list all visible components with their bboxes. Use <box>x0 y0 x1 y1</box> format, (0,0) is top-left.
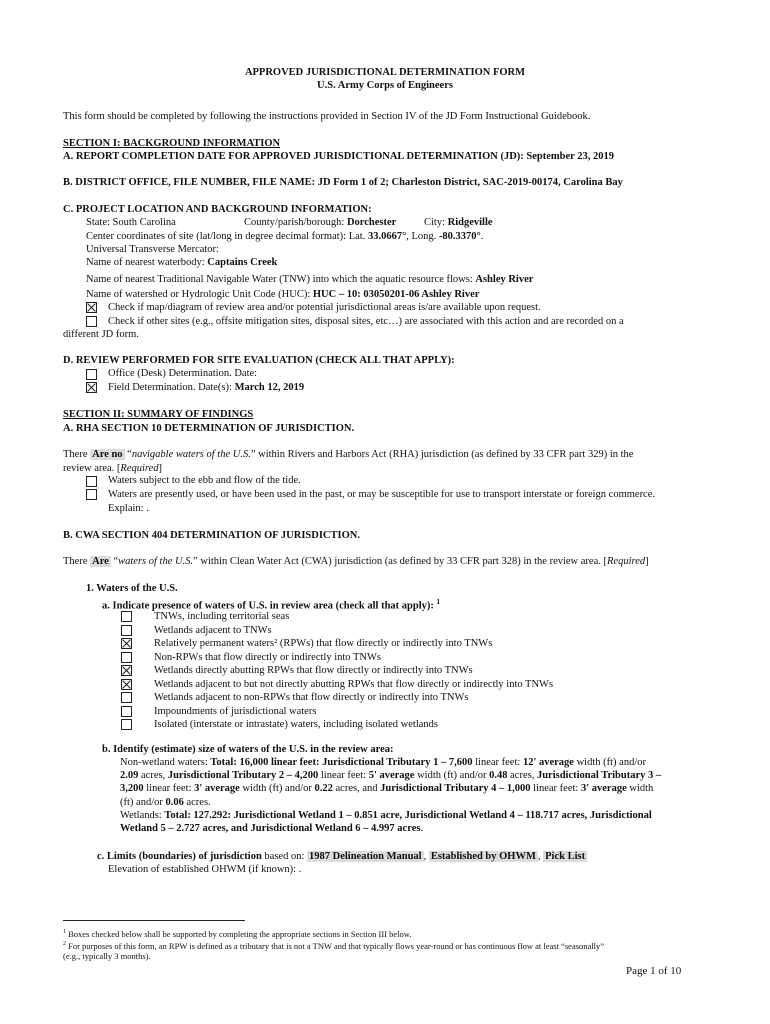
non-wetland-line-2: 2.09 acres, Jurisdictional Tributary 2 – 4,200 linear feet: 5' average width (ft) and/or 0.48 acres, Jurisdictional Tributary 3 – <box>120 770 662 781</box>
state: State: South Carolina <box>86 217 176 228</box>
other-sites-checkbox[interactable] <box>86 316 97 327</box>
non-wetland-line-3: 3,200 linear feet: 3' average width (ft) and/or 0.22 acres, and Jurisdictional Tributary 4 – 1,000 linear feet: 3' average width <box>120 783 654 794</box>
tnw: Ashley River <box>475 274 534 285</box>
field-date: March 12, 2019 <box>234 382 305 393</box>
water-type-label: Wetlands directly abutting RPWs that flow directly or indirectly into TNWs <box>154 665 473 676</box>
intro-text: This form should be completed by following the instructions provided in Section IV of the JD Form Instructional Guidebook. <box>63 111 591 122</box>
water-type-label: TNWs, including territorial seas <box>154 611 290 622</box>
water-type-label: Wetlands adjacent to but not directly abutting RPWs that flow directly or indirectly into TNWs <box>154 679 554 690</box>
waters-heading: 1. Waters of the U.S. <box>86 583 178 594</box>
coordinates-line: Center coordinates of site (lat/long in degree decimal format): Lat. 33.0667°, Long. -80.3370°. <box>86 231 484 242</box>
county: Dorchester <box>346 217 397 228</box>
waters-a-title: a. Indicate presence of waters of U.S. in review area (check all that apply): $^1$ <box>102 598 440 612</box>
pick-list-select[interactable]: Pick List <box>545 851 586 862</box>
water-type-checkbox[interactable] <box>121 638 132 649</box>
page-number: Page 1 of 10 <box>626 965 682 977</box>
check2-continuation: different JD form. <box>63 329 139 340</box>
water-type-label: Impoundments of jurisdictional waters <box>154 706 317 717</box>
water-type-checkbox[interactable] <box>121 625 132 636</box>
limits-line: c. Limits (boundaries) of jurisdiction based on: 1987 Delineation Manual , Established by OHWM , Pick List <box>97 851 586 862</box>
section1-c-title: C. PROJECT LOCATION AND BACKGROUND INFORMATION: <box>63 204 372 215</box>
wetlands-line-2: Wetland 5 – 2.727 acres, and Jurisdictional Wetland 6 – 4.997 acres. <box>120 823 424 834</box>
water-type-label: Relatively permanent waters² (RPWs) that flow directly or indirectly into TNWs <box>154 638 493 649</box>
footnote-2-cont: (e.g., typically 3 months). <box>63 951 151 961</box>
state-line <box>86 216 176 229</box>
non-wetland-line-4: (ft) and/or 0.06 acres. <box>120 797 211 808</box>
form-subtitle: U.S. Army Corps of Engineers <box>317 80 453 91</box>
huc-line: Name of watershed or Hydrologic Unit Code (HUC): HUC – 10: 03050201-06 Ashley River <box>86 289 480 300</box>
waterbody-line: Name of nearest waterbody: Captains Creek <box>86 257 278 268</box>
non-wetland-line-1: Non-wetland waters: Total: 16,000 linear feet: Jurisdictional Tributary 1 – 7,600 linear feet: 12' average width (ft) and/or <box>120 757 646 768</box>
check2-label: Check if other sites (e.g., offsite mitigation sites, disposal sites, etc…) are associated with this action and are recorded on a <box>108 316 624 327</box>
section1-heading: SECTION I: BACKGROUND INFORMATION <box>63 138 281 149</box>
rha-statement: There Are no “navigable waters of the U.S.” within Rivers and Harbors Act (RHA) jurisdiction (as defined by 33 CFR part 329) in the <box>63 449 634 460</box>
office-determination-label: Office (Desk) Determination. Date: <box>108 368 258 379</box>
cwa-statement: There Are “waters of the U.S.” within Clean Water Act (CWA) jurisdiction (as defined by 33 CFR part 328) in the review area. [Required] <box>63 556 649 567</box>
section1-a: A. REPORT COMPLETION DATE FOR APPROVED JURISDICTIONAL DETERMINATION (JD): September 23, 2019 <box>63 151 615 162</box>
water-type-checkbox[interactable] <box>121 706 132 717</box>
water-type-checkbox[interactable] <box>121 611 132 622</box>
tidal-waters-label: Waters subject to the ebb and flow of the tide. <box>108 475 301 486</box>
county-line: County/parish/borough: Dorchester <box>244 217 397 228</box>
tnw-line: Name of nearest Traditional Navigable Water (TNW) into which the aquatic resource flows: Ashley River <box>86 274 534 285</box>
water-type-checkbox[interactable] <box>121 652 132 663</box>
map-available-checkbox[interactable] <box>86 302 97 313</box>
latitude: 33.0667° <box>367 231 407 242</box>
section1-d-title: D. REVIEW PERFORMED FOR SITE EVALUATION (CHECK ALL THAT APPLY): <box>63 355 455 366</box>
water-type-label: Wetlands adjacent to TNWs <box>154 625 272 636</box>
delineation-manual-select[interactable]: 1987 Delineation Manual <box>309 851 422 862</box>
city: Ridgeville <box>447 217 493 228</box>
water-type-label: Wetlands adjacent to non-RPWs that flow directly or indirectly into TNWs <box>154 692 469 703</box>
section2-b-title: B. CWA SECTION 404 DETERMINATION OF JURISDICTION. <box>63 530 360 541</box>
wetlands-line-1: Wetlands: Total: 127.292: Jurisdictional Wetland 1 – 0.851 acre, Jurisdictional Wetland 4 – 118.717 acres, Jurisdictional <box>120 810 652 821</box>
water-type-checkbox[interactable] <box>121 719 132 730</box>
huc: HUC – 10: 03050201-06 Ashley River <box>312 289 480 300</box>
cwa-are-select[interactable]: Are <box>92 556 109 567</box>
footnote-divider <box>63 920 245 921</box>
section2-heading: SECTION II: SUMMARY OF FINDINGS <box>63 409 254 420</box>
section2-a-title: A. RHA SECTION 10 DETERMINATION OF JURISDICTION. <box>63 423 355 434</box>
footnote-1: $^1$ Boxes checked below shall be supported by completing the appropriate sections in Section III below. <box>63 928 412 939</box>
rha-are-no-select[interactable]: Are no <box>92 449 123 460</box>
section1-b: B. DISTRICT OFFICE, FILE NUMBER, FILE NAME: JD Form 1 of 2; Charleston District, SAC-2019-00174, Carolina Bay <box>63 177 623 188</box>
water-type-checkbox[interactable] <box>121 692 132 703</box>
ohwm-select[interactable]: Established by OHWM <box>430 851 536 862</box>
waterbody: Captains Creek <box>207 257 278 268</box>
water-type-label: Isolated (interstate or intrastate) waters, including isolated wetlands <box>154 719 438 730</box>
field-determination-line: Field Determination. Date(s): March 12, 2019 <box>108 382 305 393</box>
ohwm-elevation-field[interactable]: Elevation of established OHWM (if known): . <box>108 864 302 875</box>
water-type-label: Non-RPWs that flow directly or indirectly into TNWs <box>154 652 381 663</box>
footnote-2: $^2$ For purposes of this form, an RPW is defined as a tributary that is not a TNW and that typically flows year-round or has continuous flow at least “seasonally” <box>63 940 605 951</box>
commerce-waters-label: Waters are presently used, or have been used in the past, or may be susceptible for use to transport interstate or foreign commerce. <box>108 489 656 500</box>
rha-statement-cont: review area. [Required] <box>63 463 163 474</box>
longitude: -80.3370° <box>438 231 481 242</box>
form-title: APPROVED JURISDICTIONAL DETERMINATION FORM <box>244 67 526 78</box>
commerce-waters-checkbox[interactable] <box>86 489 97 500</box>
office-determination-checkbox[interactable] <box>86 369 97 380</box>
explain-field[interactable]: Explain: . <box>108 503 149 514</box>
check1-label: Check if map/diagram of review area and/or potential jurisdictional areas is/are available upon request. <box>108 302 541 313</box>
water-type-checkbox[interactable] <box>121 679 132 690</box>
waters-b-title: b. Identify (estimate) size of waters of the U.S. in the review area: <box>102 744 394 755</box>
field-determination-checkbox[interactable] <box>86 382 97 393</box>
tidal-waters-checkbox[interactable] <box>86 476 97 487</box>
water-type-checkbox[interactable] <box>121 665 132 676</box>
city-line: City: Ridgeville <box>424 217 493 228</box>
utm-line: Universal Transverse Mercator: <box>86 244 219 255</box>
